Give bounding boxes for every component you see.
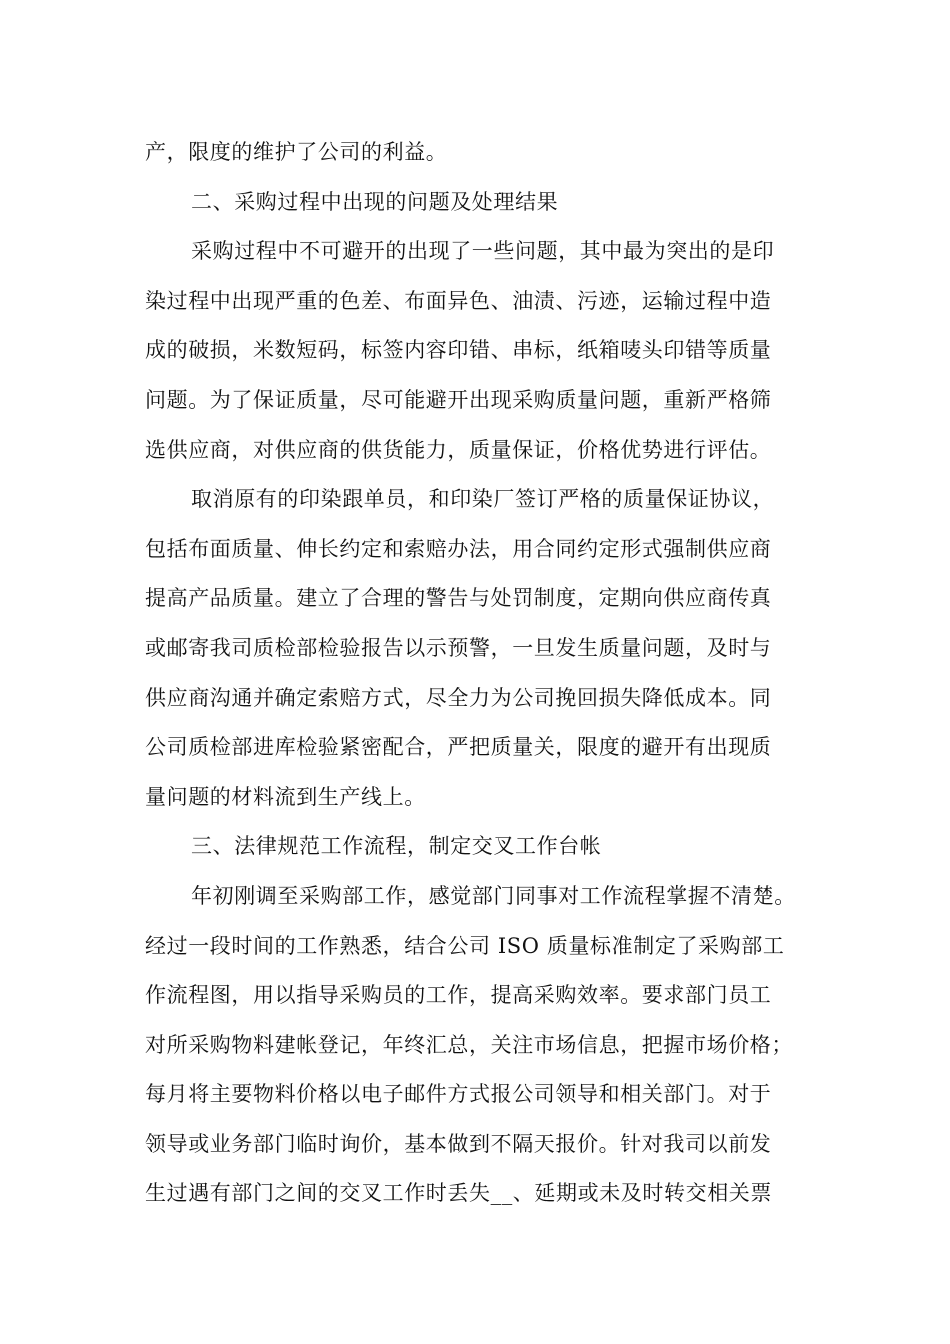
text-line: 染过程中出现严重的色差、布面异色、油渍、污迹，运输过程中造 <box>145 288 772 313</box>
text-line: 提高产品质量。建立了合理的警告与处罚制度，定期向供应商传真 <box>145 586 772 611</box>
text-line: 对所采购物料建帐登记，年终汇总，关注市场信息，把握市场价格； <box>145 1032 793 1057</box>
text-line: 取消原有的印染跟单员，和印染厂签订严格的质量保证协议， <box>191 487 775 512</box>
text-line: 领导或业务部门临时询价，基本做到不隔天报价。针对我司以前发 <box>145 1131 772 1156</box>
section-heading: 二、采购过程中出现的问题及处理结果 <box>191 189 559 214</box>
text-line: 选供应商，对供应商的供货能力，质量保证，价格优势进行评估。 <box>145 437 772 462</box>
text-line: 采购过程中不可避开的出现了一些问题，其中最为突出的是印 <box>191 239 775 264</box>
section-heading: 三、法律规范工作流程，制定交叉工作台帐 <box>191 834 602 859</box>
text-line: 作流程图，用以指导采购员的工作，提高采购效率。要求部门员工 <box>145 983 772 1008</box>
text-line: 量问题的材料流到生产线上。 <box>145 784 426 809</box>
text-line: 每月将主要物料价格以电子邮件方式报公司领导和相关部门。对于 <box>145 1082 772 1107</box>
text-line: 经过一段时间的工作熟悉，结合公司 ISO 质量标准制定了采购部工 <box>145 933 785 958</box>
document-body <box>145 128 825 1219</box>
text-line: 或邮寄我司质检部检验报告以示预警，一旦发生质量问题，及时与 <box>145 635 772 660</box>
text-line: 生过遇有部门之间的交叉工作时丢失__、延期或未及时转交相关票 <box>145 1181 772 1206</box>
text-line: 问题。为了保证质量，尽可能避开出现采购质量问题，重新严格筛 <box>145 387 772 412</box>
text-line: 年初刚调至采购部工作，感觉部门同事对工作流程掌握不清楚。 <box>191 883 796 908</box>
text-line: 供应商沟通并确定索赔方式，尽全力为公司挽回损失降低成本。同 <box>145 685 772 710</box>
text-line: 公司质检部进库检验紧密配合，严把质量关，限度的避开有出现质 <box>145 735 772 760</box>
text-line: 包括布面质量、伸长约定和索赔办法，用合同约定形式强制供应商 <box>145 536 772 561</box>
text-line: 成的破损，米数短码，标签内容印错、串标，纸箱唛头印错等质量 <box>145 338 772 363</box>
text-line: 产，限度的维护了公司的利益。 <box>145 140 448 164</box>
